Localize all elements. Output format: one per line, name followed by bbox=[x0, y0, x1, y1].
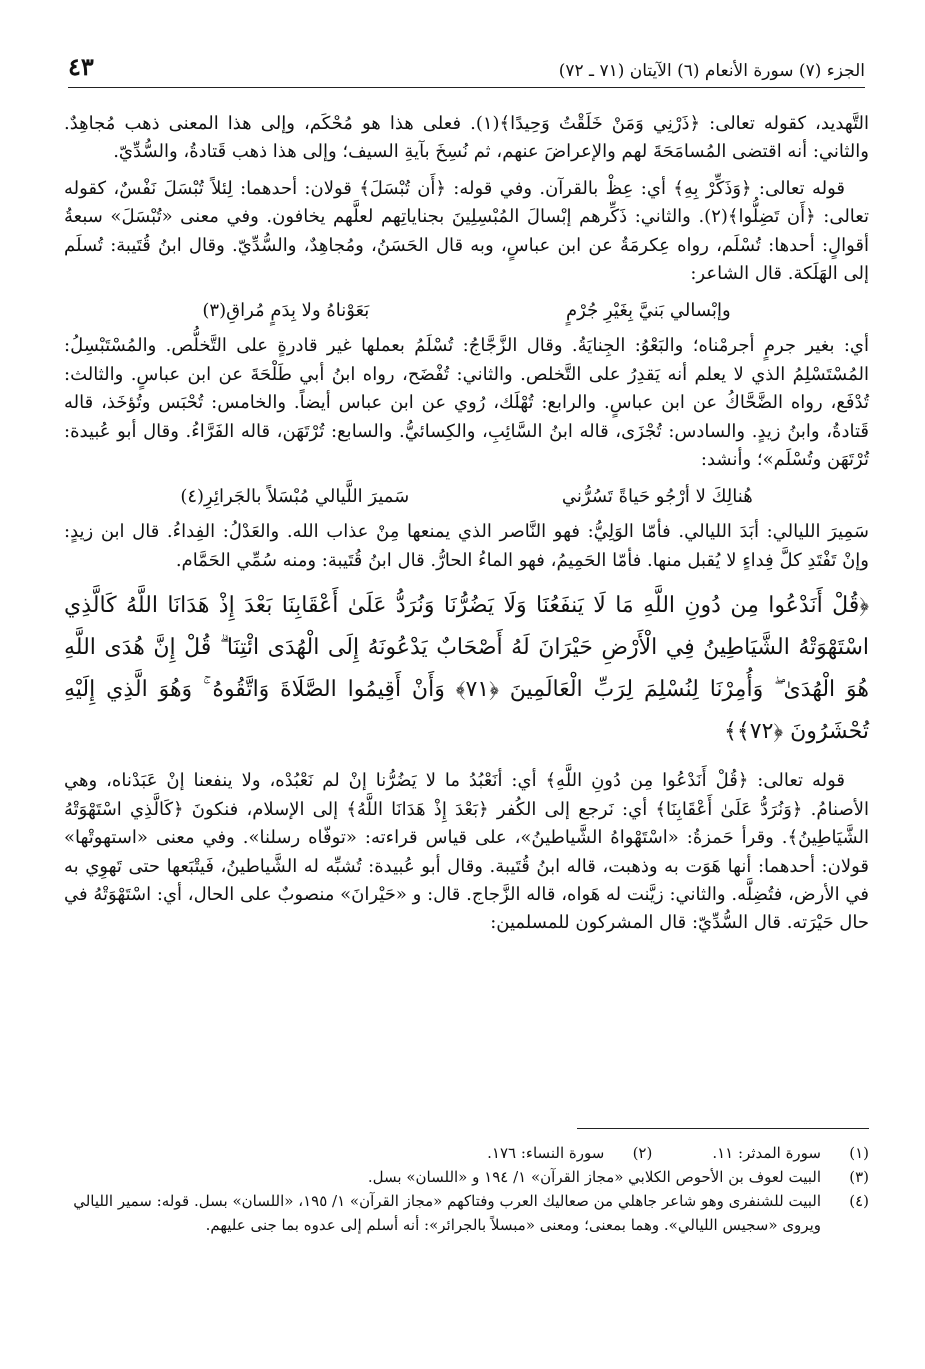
page-number: ٤٣ bbox=[68, 52, 94, 81]
running-head: الجزء (٧) سورة الأنعام (٦) الآيتان (٧١ ـ ٧٢) bbox=[558, 61, 865, 81]
paragraph: سَمِيرَ الليالي: أبَدَ الليالي. فأمّا الوَلِيُّ: فهو النَّاصر الذي يمنعها مِنْ عذاب الله. والعَدْلُ: الفِداءُ. قال ابن زيدٍ: وإنْ تَفْتَدِ كلَّ فِداءٍ لا يُقبل منها. فأمّا الحَمِيمُ، فهو الماءُ الحارُّ. قال ابنُ قُتَيبة: ومنه سُمِّي الحَمَّام. bbox=[64, 521, 869, 571]
footnote bbox=[712, 1141, 869, 1165]
footnote-number: (٤) bbox=[849, 1192, 869, 1210]
verse-first-hemistich: وإبْسالي بَنيَّ بِغَيْرِ جُرْمٍ bbox=[566, 300, 731, 322]
footnote-text: البيت للشنفرى وهو شاعر جاهلي من صعاليك العرب وفتاكهم «مجاز القرآن» ١/ ١٩٥، «اللسان» بسل. قوله: سمير الليالي ويروى «سجيس الليالي». وهما بمعنى؛ ومعنى «مبسلاً بالجرائر»: أنه أسلم إلى عدوه بما جنى عليهم. bbox=[73, 1192, 821, 1234]
footnote-text: سورة المدثر: ١١. bbox=[712, 1144, 821, 1162]
footnote-text: سورة النساء: ١٧٦. bbox=[487, 1144, 605, 1162]
footnote-divider bbox=[577, 1128, 869, 1129]
main-text bbox=[64, 110, 869, 946]
verse-second-hemistich: سَميرَ اللَّيالي مُبْسَلاً بالجَرائِرِ(٤) bbox=[180, 486, 410, 508]
paragraph: أي: بغير جرمٍ أجرمْناه؛ والبَعْوُ: الجِنايَةُ. وقال الزَّجَّاجُ: تُسْلَمُ بعملها غير قادرةٍ على التَّخلُّص. والمُسْتَبْسِلُ: المُسْتَسْلِمُ الذي لا يعلم أنه يَقدِرُ على التَّخلص. والثاني: تُفْضَح، رواه ابنُ أبي طَلْحَةَ عن ابن عباسٍ. والثالث: تُدْفَع، رواه الضَّحَّاكُ عن ابن عباسٍ. والرابع: تُهْلَك، رُوي عن ابن عباس أيضاً. والخامس: تُحْبَس وتُؤخَذ، قاله قَتادةُ، وابنُ زيدٍ. والسادس: تُجْزَى، قاله ابنُ السَّائِبِ، والكِسائيُّ. والسابع: تُرْتَهَن، قاله الفَرَّاءُ. وقال أبو عُبيدة: تُرْتَهَن وتُسْلَم»؛ وأنشد: bbox=[64, 335, 869, 471]
footnote bbox=[64, 1165, 869, 1189]
footnote-number: (١) bbox=[849, 1144, 869, 1162]
page-header bbox=[68, 48, 865, 88]
verse-first-hemistich: هُنالِكَ لا أرْجُو حَياةً تَسُرُّني bbox=[561, 486, 753, 508]
paragraph: قوله تعالى: ﴿وَذَكِّرْ بِهِ﴾ أي: عِظْ بالقرآن. وفي قوله: ﴿أَن تُبْسَلَ﴾ قولان: أحدهما: لِئلاً تُبْسَلَ نَفْسٌ، كقوله تعالى: ﴿أَن تَضِلُّوا﴾(٢). والثاني: ذَكِّرهم إبْسالَ المُبْسِلِينَ بجناياتِهم لعلَّهم يخافون. وفي معنى «تُبْسَلَ» سبعةُ أقوالٍ: أحدها: تُسْلَم، رواه عِكرمَةُ عن ابن عباسٍ، وبه قال الحَسَنُ، ومُجاهِدٌ، والسُّدِّيّ. وقال ابنُ قُتَيبة: تُسلَم إلى الهَلَكة. قال الشاعر: bbox=[64, 177, 869, 285]
paragraph: قوله تعالى: ﴿قُلْ أَنَدْعُوا مِن دُونِ اللَّهِ﴾ أي: أنَعْبُدُ ما لا يَضُرُّنا إنْ لم نَعْبُدْه، ولا ينفعنا إنْ عَبَدْناه، وهي الأصنامُ. ﴿وَنُرَدُّ عَلَىٰ أَعْقَابِنَا﴾ أي: نَرجع إلى الكُفر ﴿بَعْدَ إِذْ هَدَانَا اللَّهُ﴾ إلى الإسلام، فنكونَ ﴿كَالَّذِي اسْتَهْوَتْهُ الشَّيَاطِينُ﴾. وقرأ حَمزةُ: «اسْتَهْواهُ الشَّياطينُ»، على قياس قراءته: «توفّاه رسلنا». وفي معنى «استهوتْها» قولان: أحدهما: أنها هَوَت به وذهبت، قاله ابنُ قُتَيبة. وقال أبو عُبيدة: تُشبِّه له الشَّياطينُ، فَيتْبَعها حتى تَهوِي به في الأرض، فتُضِلَّه. والثاني: زيَّنت له هَواه، قاله الزَّجاج. قال: و «حَيْرانَ» منصوبٌ على الحال، أي: اسْتَهْوَتْهُ في حال حَيْرَته. قال السُّدِّيّ: قال المشركون للمسلمين: bbox=[64, 770, 869, 934]
poetry-verse bbox=[104, 482, 829, 512]
footnote-number: (٣) bbox=[849, 1168, 869, 1186]
footnote bbox=[487, 1141, 652, 1165]
footnote bbox=[64, 1189, 869, 1237]
poetry-verse bbox=[104, 296, 829, 326]
footnote-text: البيت لعوف بن الأحوص الكلابي «مجاز القرآن» ١/ ١٩٤ و «اللسان» بسل. bbox=[367, 1168, 821, 1186]
footnote-number: (٢) bbox=[632, 1144, 653, 1162]
quran-passage: ﴿قُلْ أَنَدْعُوا مِن دُونِ اللَّهِ مَا لَا يَنفَعُنَا وَلَا يَضُرُّنَا وَنُرَدُّ عَلَىٰ أَعْقَابِنَا بَعْدَ إِذْ هَدَانَا اللَّهُ كَالَّذِي اسْتَهْوَتْهُ الشَّيَاطِينُ فِي الْأَرْضِ حَيْرَانَ لَهُ أَصْحَابٌ يَدْعُونَهُ إِلَى الْهُدَى ائْتِنَا ۗ قُلْ إِنَّ هُدَى اللَّهِ هُوَ الْهُدَىٰ ۖ وَأُمِرْنَا لِنُسْلِمَ لِرَبِّ الْعَالَمِينَ ﴿٧١﴾ وَأَنْ أَقِيمُوا الصَّلَاةَ وَاتَّقُوهُ ۚ وَهُوَ الَّذِي إِلَيْهِ تُحْشَرُونَ ﴿٧٢﴾﴾ bbox=[64, 593, 870, 745]
paragraph: التَّهديد، كقوله تعالى: ﴿ذَرْنِي وَمَنْ خَلَقْتُ وَحِيدًا﴾(١). فعلى هذا هو مُحْكَم، وإلى هذا المعنى ذهب مُجاهِدٌ. والثاني: أنه اقتضى المُسامَحَةَ لهم والإعراضَ عنهم، ثم نُسِخَ بآيةِ السيف؛ وإلى هذا ذهب قَتادةُ، والسُّدِّيّ. bbox=[64, 113, 869, 163]
footnote-row bbox=[64, 1141, 869, 1165]
verse-second-hemistich: بَعَوْناهُ ولا بِدَمٍ مُراقِ(٣) bbox=[202, 300, 370, 322]
footnotes bbox=[64, 1128, 869, 1237]
